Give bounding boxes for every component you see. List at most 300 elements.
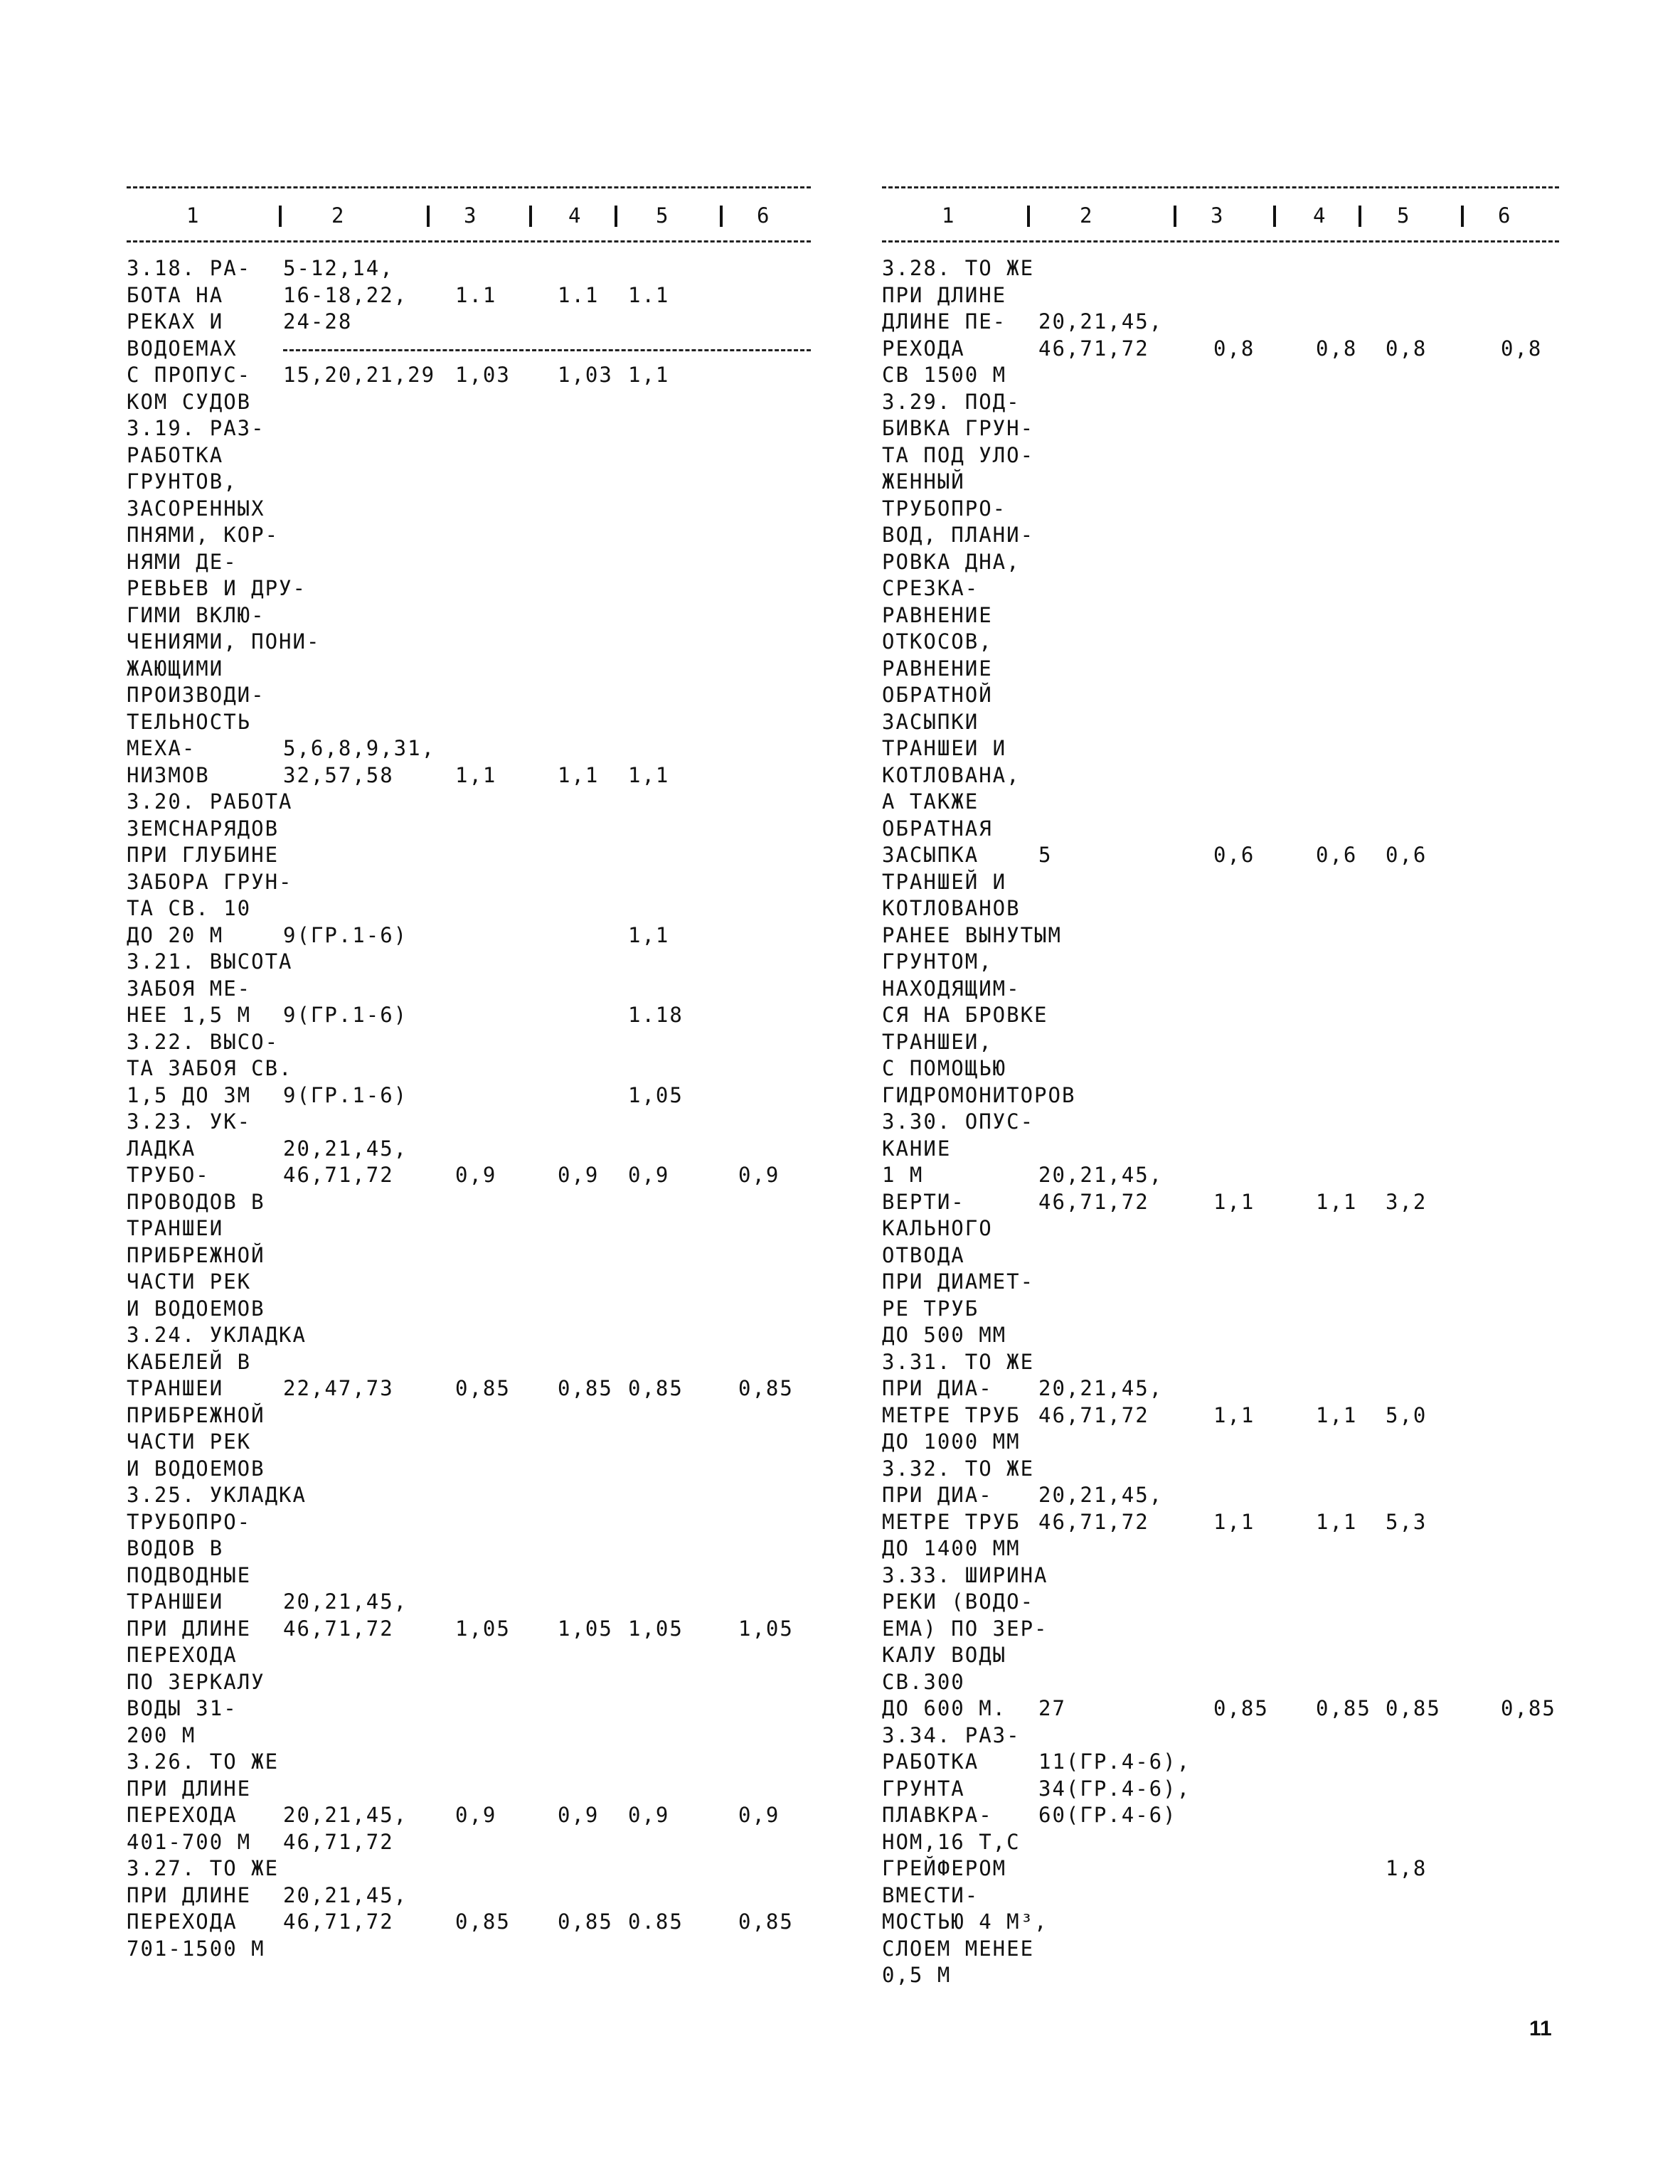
table-cell-col1: 3.29. ПОД- xyxy=(882,389,1021,414)
table-row xyxy=(882,469,1559,495)
table-cell-col1: ПЛАВКРА- xyxy=(882,1803,993,1827)
table-cell-col3: 1,03 xyxy=(455,363,511,387)
table-cell-col1: ТРАНШЕИ xyxy=(127,1216,224,1240)
table-cell-col6: 0,85 xyxy=(738,1376,794,1400)
table-cell-col1: ГИДРОМОНИТОРОВ xyxy=(882,1082,1076,1107)
table-cell-col1: СЛОЕМ МЕНЕЕ xyxy=(882,1936,1035,1961)
right-header-col3: 3 xyxy=(1211,203,1223,228)
table-row xyxy=(882,1002,1559,1028)
table-cell-col1: 3.21. ВЫСОТА xyxy=(127,949,293,974)
table-cell-col1: ЗАБОЯ МЕ- xyxy=(127,976,252,1001)
table-row xyxy=(882,869,1559,895)
table-cell-col4: 0,9 xyxy=(558,1163,600,1187)
table-row xyxy=(882,1749,1559,1775)
table-row xyxy=(882,816,1559,842)
table-cell-col1: НЯМИ ДЕ- xyxy=(127,549,238,574)
table-row xyxy=(127,816,811,842)
table-cell-col1: ГРУНТОВ, xyxy=(127,469,238,494)
table-row xyxy=(882,415,1559,442)
table-cell-col1: ПРИ ДЛИНЕ xyxy=(127,1882,252,1907)
table-cell-col1: РАВНЕНИЕ xyxy=(882,602,993,627)
table-row xyxy=(127,1375,811,1402)
table-cell-col5: 0,9 xyxy=(628,1163,670,1187)
table-row xyxy=(127,869,811,895)
table-cell-col1: КОТЛОВАНОВ xyxy=(882,896,1021,920)
table-cell-col1: ТРАНШЕЙ И xyxy=(882,869,1007,894)
table-cell-col2: 16-18,22, xyxy=(283,282,408,307)
section-rule xyxy=(283,349,811,351)
table-cell-col1: 0,5 М xyxy=(882,1963,952,1987)
table-cell-col2: 9(ГР.1-6) xyxy=(283,1003,408,1027)
right-header-col6: 6 xyxy=(1498,203,1511,228)
table-row xyxy=(882,1215,1559,1242)
table-cell-col2: 9(ГР.1-6) xyxy=(283,1082,408,1107)
table-cell-col1: БИВКА ГРУН- xyxy=(882,416,1035,440)
table-row xyxy=(882,1375,1559,1402)
table-cell-col1: ТРАНШЕИ, xyxy=(882,1029,993,1054)
table-row xyxy=(882,389,1559,415)
table-row xyxy=(882,549,1559,575)
table-cell-col3: 1,05 xyxy=(455,1616,511,1641)
table-cell-col1: 3.33. ШИРИНА xyxy=(882,1562,1048,1587)
table-row xyxy=(882,1535,1559,1562)
right-header-divider xyxy=(1174,206,1176,227)
table-row xyxy=(882,1562,1559,1589)
right-header-row xyxy=(882,203,1559,229)
table-cell-col5: 1,1 xyxy=(628,762,670,787)
left-header-divider xyxy=(279,206,282,227)
table-row xyxy=(882,282,1559,309)
table-row xyxy=(127,602,811,629)
table-cell-col1: ПЕРЕХОДА xyxy=(127,1909,238,1934)
table-cell-col1: РЕКИ (ВОДО- xyxy=(882,1589,1035,1614)
table-row xyxy=(127,282,811,309)
table-cell-col1: 3.30. ОПУС- xyxy=(882,1109,1035,1134)
table-cell-col3: 1,1 xyxy=(1213,1509,1255,1534)
table-row xyxy=(127,549,811,575)
table-cell-col1: ПРОИЗВОДИ- xyxy=(127,683,265,707)
table-cell-col6: 0,85 xyxy=(738,1909,794,1934)
table-cell-col2: 20,21,45, xyxy=(283,1589,408,1614)
table-cell-col4: 1,03 xyxy=(558,363,613,387)
table-row xyxy=(882,922,1559,949)
table-cell-col2: 20,21,45, xyxy=(283,1803,408,1827)
table-cell-col1: С ПОМОЩЬЮ xyxy=(882,1056,1007,1080)
table-row xyxy=(127,496,811,522)
table-row xyxy=(882,1349,1559,1375)
table-cell-col1: 3.27. ТО ЖЕ xyxy=(127,1856,280,1880)
table-cell-col1: С ПРОПУС- xyxy=(127,363,252,387)
table-cell-col1: 3.34. РАЗ- xyxy=(882,1722,1021,1747)
table-row xyxy=(127,1829,811,1855)
table-cell-col4: 0,85 xyxy=(1316,1696,1371,1720)
table-row xyxy=(127,1776,811,1802)
table-cell-col1: 3.20. РАБОТА xyxy=(127,789,293,814)
table-row xyxy=(127,1642,811,1668)
table-cell-col1: ПРИ ДИА- xyxy=(882,1376,993,1400)
table-row xyxy=(882,1509,1559,1535)
table-cell-col5: 1,1 xyxy=(628,922,670,947)
table-cell-col1: ЧЕНИЯМИ, ПОНИ- xyxy=(127,629,321,654)
table-cell-col1: 3.19. РАЗ- xyxy=(127,416,265,440)
table-row xyxy=(882,336,1559,362)
table-cell-col1: ПРИБРЕЖНОЙ xyxy=(127,1242,265,1267)
table-cell-col1: ЧАСТИ РЕК xyxy=(127,1429,252,1454)
table-row xyxy=(127,1269,811,1295)
right-header-rule xyxy=(882,240,1559,243)
table-cell-col5: 5,3 xyxy=(1386,1509,1428,1534)
table-cell-col1: НОМ,16 Т,С xyxy=(882,1829,1021,1854)
table-row xyxy=(882,709,1559,735)
table-cell-col1: ЗАСОРЕННЫХ xyxy=(127,496,265,521)
table-row xyxy=(127,1136,811,1162)
table-row xyxy=(882,1855,1559,1882)
table-cell-col1: НИЗМОВ xyxy=(127,762,210,787)
right-top-rule xyxy=(882,186,1559,188)
table-cell-col5: 1,8 xyxy=(1386,1856,1428,1880)
table-cell-col1: И ВОДОЕМОВ xyxy=(127,1296,265,1321)
table-row xyxy=(882,1936,1559,1962)
table-cell-col1: РАБОТКА xyxy=(882,1749,979,1774)
table-cell-col2: 46,71,72 xyxy=(1038,1189,1149,1214)
table-cell-col1: И ВОДОЕМОВ xyxy=(127,1456,265,1481)
table-row xyxy=(127,762,811,789)
table-cell-col1: ПНЯМИ, КОР- xyxy=(127,523,280,547)
table-cell-col5: 0,85 xyxy=(628,1376,684,1400)
table-cell-col1: РЕКАХ И xyxy=(127,309,224,334)
table-cell-col3: 0,9 xyxy=(455,1163,497,1187)
table-cell-col1: ТРУБО- xyxy=(127,1163,210,1187)
table-cell-col1: ОТВОДА xyxy=(882,1242,965,1267)
table-cell-col1: КАЛЬНОГО xyxy=(882,1216,993,1240)
table-cell-col4: 1,05 xyxy=(558,1616,613,1641)
table-row xyxy=(127,1802,811,1828)
table-row xyxy=(882,362,1559,388)
table-cell-col1: РЕХОДА xyxy=(882,336,965,361)
table-cell-col1: 3.26. ТО ЖЕ xyxy=(127,1749,280,1774)
left-header-col3: 3 xyxy=(464,203,477,228)
table-row xyxy=(127,1589,811,1615)
table-cell-col2: 20,21,45, xyxy=(1038,309,1164,334)
table-row xyxy=(127,1162,811,1188)
table-row xyxy=(127,1722,811,1749)
table-cell-col2: 11(ГР.4-6), xyxy=(1038,1749,1191,1774)
table-cell-col1: 701-1500 М xyxy=(127,1936,265,1961)
table-cell-col1: 3.31. ТО ЖЕ xyxy=(882,1349,1035,1374)
table-cell-col1: 200 М xyxy=(127,1722,196,1747)
table-row xyxy=(882,1829,1559,1855)
table-row xyxy=(127,1055,811,1082)
table-cell-col2: 46,71,72 xyxy=(1038,1509,1149,1534)
left-header-divider xyxy=(615,206,617,227)
page-number: 11 xyxy=(1529,2017,1552,2040)
table-cell-col2: 46,71,72 xyxy=(283,1829,394,1854)
table-row xyxy=(127,1936,811,1962)
table-row xyxy=(127,362,811,388)
table-cell-col2: 24-28 xyxy=(283,309,353,334)
table-row xyxy=(127,1402,811,1429)
table-row xyxy=(127,1855,811,1882)
table-cell-col1: ПЕРЕХОДА xyxy=(127,1643,238,1667)
table-row xyxy=(882,1962,1559,1988)
table-row xyxy=(127,976,811,1002)
table-cell-col1: КАНИЕ xyxy=(882,1136,952,1161)
table-cell-col2: 46,71,72 xyxy=(283,1616,394,1641)
table-row xyxy=(127,1562,811,1589)
table-row xyxy=(127,522,811,548)
table-cell-col1: ТА ПОД УЛО- xyxy=(882,442,1035,467)
table-row xyxy=(127,949,811,975)
table-row xyxy=(882,496,1559,522)
table-row xyxy=(882,842,1559,868)
table-cell-col5: 1.18 xyxy=(628,1003,684,1027)
table-cell-col1: А ТАКЖЕ xyxy=(882,789,979,814)
table-row xyxy=(882,1482,1559,1508)
table-cell-col3: 0,6 xyxy=(1213,843,1255,867)
table-row xyxy=(127,1669,811,1695)
table-cell-col1: ПРИ ГЛУБИНЕ xyxy=(127,843,280,867)
table-cell-col1: ЧАСТИ РЕК xyxy=(127,1269,252,1294)
table-cell-col5: 0,9 xyxy=(628,1803,670,1827)
right-header-divider xyxy=(1359,206,1361,227)
table-cell-col4: 0,8 xyxy=(1316,336,1358,361)
table-cell-col2: 46,71,72 xyxy=(283,1163,394,1187)
right-header-col4: 4 xyxy=(1313,203,1326,228)
right-header-divider xyxy=(1461,206,1464,227)
table-row xyxy=(127,1349,811,1375)
table-row xyxy=(127,1429,811,1455)
table-cell-col1: ТРАНШЕИ xyxy=(127,1589,224,1614)
table-cell-col1: ДО 1400 ММ xyxy=(882,1536,1021,1560)
table-cell-col2: 34(ГР.4-6), xyxy=(1038,1776,1191,1801)
table-cell-col5: 1,1 xyxy=(628,363,670,387)
left-header-col6: 6 xyxy=(757,203,770,228)
table-row xyxy=(127,1535,811,1562)
table-row xyxy=(127,309,811,335)
table-row xyxy=(882,1616,1559,1642)
table-cell-col1: КАБЕЛЕЙ В xyxy=(127,1349,252,1374)
table-cell-col2: 60(ГР.4-6) xyxy=(1038,1803,1177,1827)
table-cell-col1: СВ.300 xyxy=(882,1669,965,1694)
table-row xyxy=(882,602,1559,629)
table-cell-col1: ГРЕЙФЕРОМ xyxy=(882,1856,1007,1880)
table-row xyxy=(127,389,811,415)
left-header-col5: 5 xyxy=(656,203,669,228)
table-cell-col6: 0,8 xyxy=(1501,336,1543,361)
table-cell-col5: 1,05 xyxy=(628,1082,684,1107)
table-row xyxy=(882,1189,1559,1215)
table-row xyxy=(127,842,811,868)
right-header-col1: 1 xyxy=(942,203,955,228)
table-cell-col2: 20,21,45, xyxy=(1038,1163,1164,1187)
table-cell-col1: РЕ ТРУБ xyxy=(882,1296,979,1321)
table-cell-col1: 3.24. УКЛАДКА xyxy=(127,1323,307,1347)
table-cell-col1: ДЛИНЕ ПЕ- xyxy=(882,309,1007,334)
table-row xyxy=(882,1456,1559,1482)
table-cell-col1: ДО 600 М. xyxy=(882,1696,1007,1720)
table-cell-col1: НАХОДЯЩИМ- xyxy=(882,976,1021,1001)
table-cell-col1: ПЕРЕХОДА xyxy=(127,1803,238,1827)
table-cell-col3: 0,8 xyxy=(1213,336,1255,361)
table-cell-col1: ЛАДКА xyxy=(127,1136,196,1161)
table-row xyxy=(882,1296,1559,1322)
table-cell-col4: 1,1 xyxy=(1316,1509,1358,1534)
table-row xyxy=(127,1909,811,1935)
table-row xyxy=(882,255,1559,282)
table-row xyxy=(127,575,811,602)
table-cell-col1: СРЕЗКА- xyxy=(882,576,979,600)
table-cell-col5: 0,85 xyxy=(1386,1696,1441,1720)
table-cell-col1: ОБРАТНОЙ xyxy=(882,683,993,707)
left-header-divider xyxy=(529,206,532,227)
table-cell-col3: 1,1 xyxy=(1213,1402,1255,1427)
table-row xyxy=(882,682,1559,708)
table-cell-col6: 1,05 xyxy=(738,1616,794,1641)
left-header-row xyxy=(127,203,811,229)
table-cell-col2: 32,57,58 xyxy=(283,762,394,787)
table-row xyxy=(127,1749,811,1775)
table-cell-col1: ПРИ ДЛИНЕ xyxy=(882,282,1007,307)
table-cell-col1: ПРИ ДЛИНЕ xyxy=(127,1776,252,1801)
table-cell-col5: 0.85 xyxy=(628,1909,684,1934)
table-cell-col1: ВМЕСТИ- xyxy=(882,1882,979,1907)
table-cell-col1: ТРАНШЕИ xyxy=(127,1376,224,1400)
table-cell-col1: ТРАНШЕИ И xyxy=(882,736,1007,760)
table-cell-col1: КАЛУ ВОДЫ xyxy=(882,1643,1007,1667)
table-cell-col1: 3.32. ТО ЖЕ xyxy=(882,1456,1035,1481)
table-cell-col1: ОБРАТНАЯ xyxy=(882,816,993,841)
table-cell-col1: РАБОТКА xyxy=(127,442,224,467)
table-row xyxy=(127,895,811,922)
table-cell-col5: 1.1 xyxy=(628,282,670,307)
table-cell-col1: ТА ЗАБОЯ СВ. xyxy=(127,1056,293,1080)
table-cell-col1: РАНЕЕ ВЫНУТЫМ xyxy=(882,922,1062,947)
table-row xyxy=(882,1909,1559,1935)
left-header-col4: 4 xyxy=(568,203,581,228)
table-row xyxy=(127,789,811,815)
table-cell-col1: ВОДОЕМАХ xyxy=(127,336,238,361)
table-cell-col1: ПРИ ДИАМЕТ- xyxy=(882,1269,1035,1294)
table-cell-col4: 0,85 xyxy=(558,1376,613,1400)
table-cell-col1: МОСТЬЮ 4 М³, xyxy=(882,1909,1048,1934)
table-cell-col3: 1.1 xyxy=(455,282,497,307)
table-row xyxy=(882,1802,1559,1828)
table-cell-col5: 3,2 xyxy=(1386,1189,1428,1214)
table-cell-col5: 0,6 xyxy=(1386,843,1428,867)
table-row xyxy=(127,1509,811,1535)
table-cell-col1: МЕТРЕ ТРУБ xyxy=(882,1509,1021,1534)
table-cell-col6: 0,9 xyxy=(738,1803,780,1827)
table-row xyxy=(127,1029,811,1055)
table-cell-col2: 20,21,45, xyxy=(1038,1483,1164,1507)
left-header-divider xyxy=(720,206,723,227)
table-cell-col4: 0,6 xyxy=(1316,843,1358,867)
table-cell-col1: 1,5 ДО 3М xyxy=(127,1082,252,1107)
table-row xyxy=(882,1589,1559,1615)
table-row xyxy=(127,1189,811,1215)
table-cell-col1: ГРУНТА xyxy=(882,1776,965,1801)
table-row xyxy=(882,442,1559,469)
table-cell-col1: 1 М xyxy=(882,1163,924,1187)
table-cell-col2: 20,21,45, xyxy=(283,1882,408,1907)
table-row xyxy=(882,1242,1559,1269)
table-cell-col1: СЯ НА БРОВКЕ xyxy=(882,1003,1048,1027)
table-cell-col6: 0,85 xyxy=(1501,1696,1556,1720)
table-row xyxy=(882,575,1559,602)
table-row xyxy=(882,1695,1559,1722)
table-row xyxy=(882,1776,1559,1802)
table-cell-col4: 1,1 xyxy=(1316,1189,1358,1214)
table-cell-col2: 46,71,72 xyxy=(1038,1402,1149,1427)
table-cell-col1: ВОДЫ 31- xyxy=(127,1696,238,1720)
left-header-rule xyxy=(127,240,811,243)
table-row xyxy=(882,1669,1559,1695)
table-row xyxy=(127,1109,811,1135)
table-row xyxy=(882,1322,1559,1348)
table-cell-col2: 46,71,72 xyxy=(283,1909,394,1934)
table-cell-col1: 3.18. РА- xyxy=(127,256,252,280)
table-row xyxy=(882,309,1559,335)
left-header-col1: 1 xyxy=(186,203,199,228)
table-row xyxy=(882,976,1559,1002)
left-table-body xyxy=(127,255,811,1962)
table-cell-col2: 27 xyxy=(1038,1696,1066,1720)
table-cell-col1: РЕВЬЕВ И ДРУ- xyxy=(127,576,307,600)
table-row xyxy=(882,762,1559,789)
table-cell-col3: 0,85 xyxy=(455,1376,511,1400)
table-row xyxy=(882,1722,1559,1749)
table-cell-col1: 3.25. УКЛАДКА xyxy=(127,1483,307,1507)
table-cell-col3: 1,1 xyxy=(455,762,497,787)
right-table-body xyxy=(882,255,1559,1998)
table-cell-col2: 46,71,72 xyxy=(1038,336,1149,361)
table-cell-col1: ПО ЗЕРКАЛУ xyxy=(127,1669,265,1694)
table-row xyxy=(882,1429,1559,1455)
table-row xyxy=(127,1322,811,1348)
table-cell-col1: ДО 1000 ММ xyxy=(882,1429,1021,1454)
table-row xyxy=(127,1002,811,1028)
table-cell-col1: ЖАЮЩИМИ xyxy=(127,656,224,681)
table-cell-col4: 0,9 xyxy=(558,1803,600,1827)
table-cell-col1: МЕХА- xyxy=(127,736,196,760)
table-cell-col1: ТРУБОПРО- xyxy=(882,496,1007,521)
right-header-divider xyxy=(1027,206,1030,227)
table-cell-col1: РОВКА ДНА, xyxy=(882,549,1021,574)
table-row xyxy=(882,1109,1559,1135)
table-row xyxy=(882,1136,1559,1162)
table-row xyxy=(127,922,811,949)
table-cell-col6: 0,9 xyxy=(738,1163,780,1187)
table-cell-col1: ВОДОВ В xyxy=(127,1536,224,1560)
table-row xyxy=(882,1029,1559,1055)
table-row xyxy=(882,735,1559,762)
table-row xyxy=(882,1082,1559,1109)
table-cell-col2: 9(ГР.1-6) xyxy=(283,922,408,947)
table-row xyxy=(127,1242,811,1269)
table-row xyxy=(882,1882,1559,1909)
table-row xyxy=(127,415,811,442)
table-row xyxy=(882,629,1559,655)
table-row xyxy=(127,442,811,469)
table-row xyxy=(127,682,811,708)
left-header-divider xyxy=(427,206,430,227)
table-row xyxy=(127,255,811,282)
table-cell-col1: НЕЕ 1,5 М xyxy=(127,1003,252,1027)
table-cell-col3: 0,85 xyxy=(1213,1696,1269,1720)
table-cell-col4: 1,1 xyxy=(1316,1402,1358,1427)
table-cell-col2: 5 xyxy=(1038,843,1053,867)
table-cell-col2: 20,21,45, xyxy=(1038,1376,1164,1400)
